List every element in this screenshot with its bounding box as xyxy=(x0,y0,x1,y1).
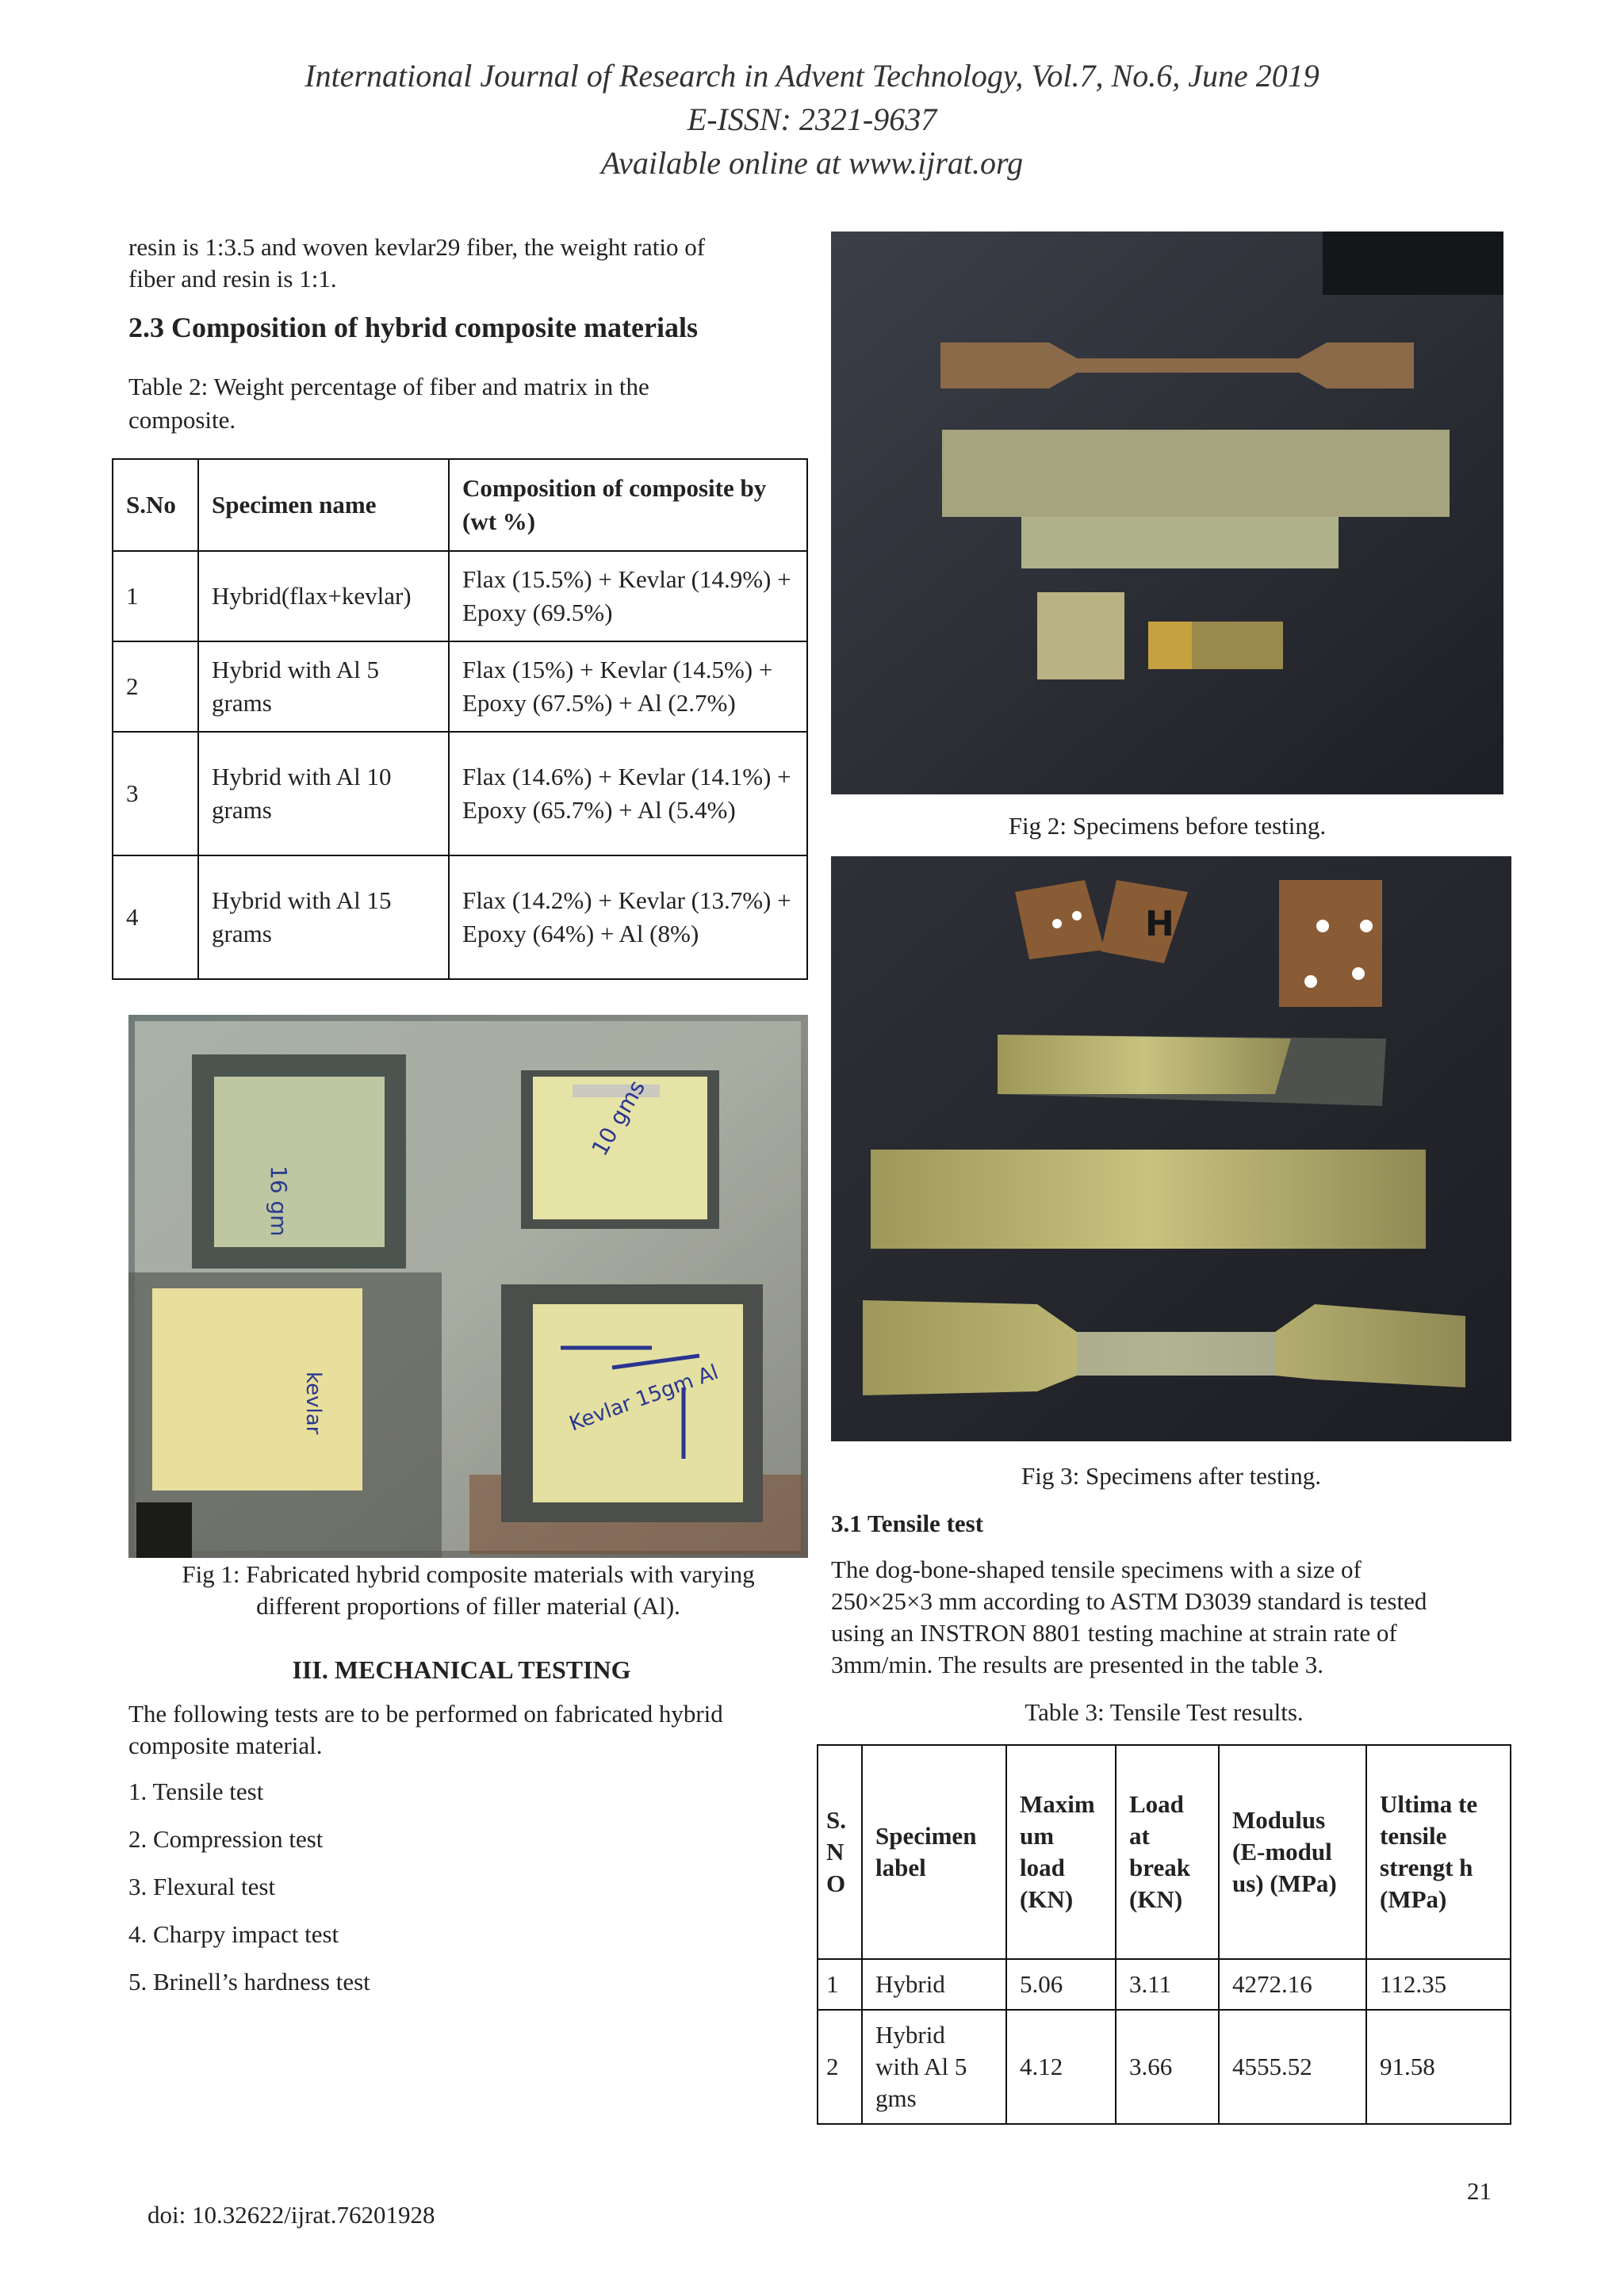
header-max-load: Maxim um load (KN) xyxy=(1006,1745,1116,1959)
cell-composition: Flax (15.5%) + Kevlar (14.9%) + Epoxy (69.5%) xyxy=(449,551,807,641)
table-header-row xyxy=(113,459,807,551)
header-sno: S.No xyxy=(113,459,198,551)
cell-name: Hybrid with Al 5 grams xyxy=(198,641,449,732)
fig2-caption: Fig 2: Specimens before testing. xyxy=(1008,812,1327,840)
cell-specimen-label: Hybrid with Al 5 gms xyxy=(862,2010,1006,2124)
cell-uts: 112.35 xyxy=(1366,1959,1511,2010)
header-modulus: Modulus (E-modul us) (MPa) xyxy=(1219,1745,1366,1959)
fig1-label-kevlar-al: Kevlar 15gm Al xyxy=(566,1360,722,1437)
table-row xyxy=(113,551,807,641)
header-load-at-break: Load at break (KN) xyxy=(1116,1745,1219,1959)
cell-uts: 91.58 xyxy=(1366,2010,1511,2124)
fig1-caption-line-2: different proportions of filler material (Al). xyxy=(256,1592,680,1620)
test-item-brinell: 5. Brinell’s hardness test xyxy=(128,1968,370,1996)
intro-line-2: fiber and resin is 1:1. xyxy=(128,265,337,293)
cell-sno: 2 xyxy=(113,641,198,732)
cell-specimen-label: Hybrid xyxy=(862,1959,1006,2010)
tests-intro-line-1: The following tests are to be performed on fabricated hybrid xyxy=(128,1700,723,1728)
table3-caption: Table 3: Tensile Test results. xyxy=(1025,1698,1304,1726)
cell-max-load: 4.12 xyxy=(1006,2010,1116,2124)
cell-modulus: 4272.16 xyxy=(1219,1959,1366,2010)
cell-sno: 1 xyxy=(113,551,198,641)
section-2-3-title: 2.3 Composition of hybrid composite materials xyxy=(128,312,698,343)
tensile-para-line-1: The dog-bone-shaped tensile specimens with a size of xyxy=(831,1556,1362,1583)
table-row xyxy=(113,855,807,979)
header-composition: Composition of composite by (wt %) xyxy=(449,459,807,551)
table2-caption-line-2: composite. xyxy=(128,406,236,434)
fig1-label-16gm: 16 gm xyxy=(266,1165,292,1237)
table-2 xyxy=(112,458,808,980)
tensile-para-line-2: 250×25×3 mm according to ASTM D3039 standard is tested xyxy=(831,1587,1427,1615)
cell-name: Hybrid with Al 15 grams xyxy=(198,855,449,979)
table-row xyxy=(818,2010,1511,2124)
fig1-label-kevlar: kevlar xyxy=(301,1372,325,1435)
test-item-flexural: 3. Flexural test xyxy=(128,1873,276,1900)
cell-max-load: 5.06 xyxy=(1006,1959,1116,2010)
header-sno: S. N O xyxy=(818,1745,862,1959)
cell-load-at-break: 3.11 xyxy=(1116,1959,1219,2010)
fig3-caption: Fig 3: Specimens after testing. xyxy=(1021,1462,1321,1490)
table-row xyxy=(818,1959,1511,2010)
test-item-charpy: 4. Charpy impact test xyxy=(128,1920,339,1948)
section-3-1-title: 3.1 Tensile test xyxy=(831,1510,984,1537)
fig1-label-10gms: 10 gms xyxy=(586,1075,651,1161)
section-3-title: III. MECHANICAL TESTING xyxy=(292,1655,631,1684)
tensile-para-line-3: using an INSTRON 8801 testing machine at strain rate of xyxy=(831,1619,1397,1647)
intro-line-1: resin is 1:3.5 and woven kevlar29 fiber, the weight ratio of xyxy=(128,233,706,261)
test-item-tensile: 1. Tensile test xyxy=(128,1777,264,1805)
cell-composition: Flax (15%) + Kevlar (14.5%) + Epoxy (67.5%) + Al (2.7%) xyxy=(449,641,807,732)
cell-modulus: 4555.52 xyxy=(1219,2010,1366,2124)
fig3-letter-h: H xyxy=(1145,904,1174,944)
table2-caption-line-1: Table 2: Weight percentage of fiber and matrix in the xyxy=(128,373,649,400)
journal-title: International Journal of Research in Advent Technology, Vol.7, No.6, June 2019 xyxy=(304,58,1320,94)
cell-sno: 2 xyxy=(818,2010,862,2124)
fig2-photo xyxy=(831,232,1503,794)
cell-name: Hybrid with Al 10 grams xyxy=(198,732,449,855)
cell-composition: Flax (14.6%) + Kevlar (14.1%) + Epoxy (65.7%) + Al (5.4%) xyxy=(449,732,807,855)
table-3 xyxy=(817,1744,1511,2125)
issn: E-ISSN: 2321-9637 xyxy=(687,101,937,137)
header-uts: Ultima te tensile strengt h (MPa) xyxy=(1366,1745,1511,1959)
cell-sno: 1 xyxy=(818,1959,862,2010)
fig1-photo xyxy=(128,1015,808,1558)
cell-load-at-break: 3.66 xyxy=(1116,2010,1219,2124)
test-item-compression: 2. Compression test xyxy=(128,1825,324,1853)
fig3-photo xyxy=(831,856,1511,1441)
table-row xyxy=(113,641,807,732)
cell-name: Hybrid(flax+kevlar) xyxy=(198,551,449,641)
cell-composition: Flax (14.2%) + Kevlar (13.7%) + Epoxy (64%) + Al (8%) xyxy=(449,855,807,979)
doi: doi: 10.32622/ijrat.76201928 xyxy=(147,2201,435,2229)
fig1-caption-line-1: Fig 1: Fabricated hybrid composite materials with varying xyxy=(182,1560,755,1588)
tests-intro-line-2: composite material. xyxy=(128,1732,323,1759)
page-number: 21 xyxy=(1467,2177,1492,2205)
tensile-para-line-4: 3mm/min. The results are presented in the table 3. xyxy=(831,1651,1323,1678)
cell-sno: 3 xyxy=(113,732,198,855)
header-specimen-label: Specimen label xyxy=(862,1745,1006,1959)
table-row xyxy=(113,732,807,855)
table-header-row xyxy=(818,1745,1511,1959)
cell-sno: 4 xyxy=(113,855,198,979)
header-specimen-name: Specimen name xyxy=(198,459,449,551)
website: Available online at www.ijrat.org xyxy=(600,145,1024,181)
